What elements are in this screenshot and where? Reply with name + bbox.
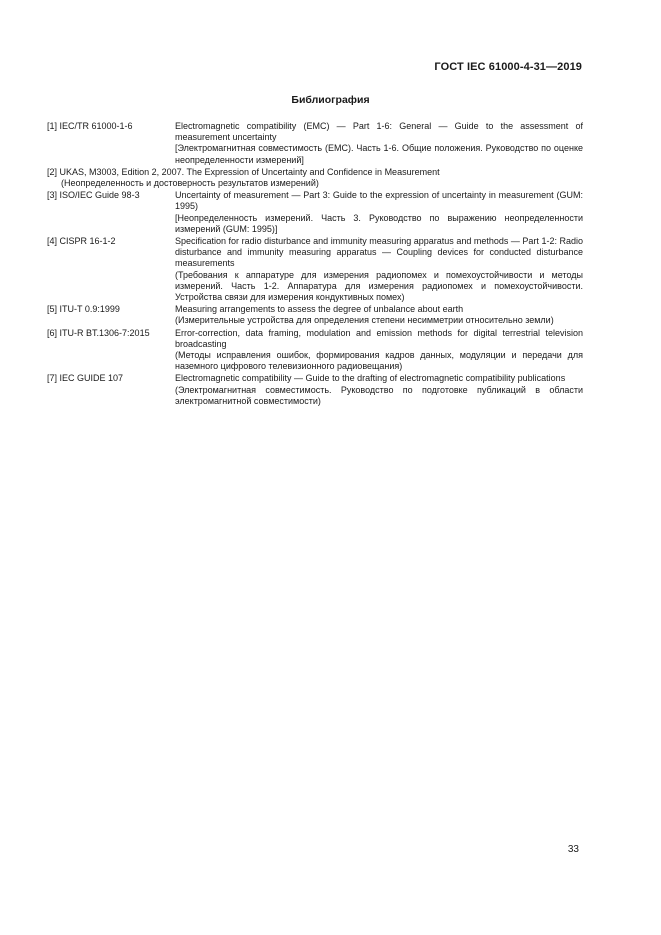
- entry-title-ru: (Электромагнитная совместимость. Руководство по подготовке публикаций в области электромагнитной совместимости): [175, 384, 583, 406]
- entry-body: [175, 121, 583, 166]
- entry-title-ru: (Требования к аппаратуре для измерения радиопомех и помехоустойчивости и методы измерений. Часть 1-2. Аппаратура для измерения радиопомех и помехоустойчивости. Устройства связи для измерения кондуктивных помех): [175, 269, 583, 303]
- entry-body: [175, 304, 583, 326]
- entry-code: CISPR 16-1-2: [59, 236, 116, 247]
- entry-code: ISO/IEC Guide 98-3: [59, 190, 140, 201]
- entry-title-en: Specification for radio disturbance and immunity measuring apparatus and methods — Part 1-2: Radio disturbance and immunity measuring apparatus — Coupling devices for conducted disturbance measurements: [175, 236, 583, 269]
- entry-title-ru: (Методы исправления ошибок, формирования кадров данных, модуляции и передачи для наземного цифрового телевизионного радиовещания): [175, 350, 583, 372]
- entry-title-en: Electromagnetic compatibility (EMC) — Part 1-6: General — Guide to the assessment of measurement uncertainty: [175, 121, 583, 143]
- entry-reference: [47, 373, 175, 407]
- entry-reference: [47, 328, 175, 373]
- bibliography-entry: [47, 236, 583, 303]
- entry-title-ru: (Измерительные устройства для определения степени несимметрии относительно земли): [175, 315, 554, 326]
- bibliography-title: Библиография: [291, 94, 370, 106]
- bibliography-entry: [47, 167, 583, 189]
- entry-title-en: Measuring arrangements to assess the degree of unbalance about earth: [175, 304, 464, 315]
- entry-title-en: Uncertainty of measurement — Part 3: Guide to the expression of uncertainty in measurement (GUM: 1995): [175, 190, 583, 212]
- standard-designation: ГОСТ IEC 61000-4-31—2019: [434, 61, 582, 73]
- entry-code: ITU-R BT.1306-7:2015: [59, 327, 150, 338]
- entry-number: [6]: [47, 327, 58, 338]
- entry-title-ru: [Неопределенность измерений. Часть 3. Руководство по выражению неопределенности измерений (GUM: 1995)]: [175, 212, 583, 234]
- entry-body: [175, 236, 583, 303]
- entry-reference: [47, 167, 583, 178]
- entry-code: ITU-T 0.9:1999: [59, 304, 120, 315]
- entry-number: [1]: [47, 121, 58, 131]
- entry-number: [5]: [47, 304, 58, 315]
- bibliography-entry: [47, 373, 583, 407]
- bibliography-entry: [47, 304, 583, 326]
- entry-body: [175, 328, 583, 373]
- entry-reference: [47, 304, 175, 326]
- entry-number: [2]: [47, 166, 58, 177]
- entry-reference: [47, 236, 175, 303]
- entry-number: [4]: [47, 236, 58, 247]
- entry-reference: [47, 190, 175, 235]
- bibliography-entry: [47, 190, 583, 235]
- entry-body: [175, 373, 583, 407]
- entry-number: [3]: [47, 190, 58, 201]
- entry-code: IEC GUIDE 107: [59, 373, 124, 384]
- page-number: 33: [567, 844, 579, 855]
- bibliography-entry: [47, 121, 583, 166]
- entry-title-ru: (Неопределенность и достоверность результатов измерений): [61, 178, 319, 189]
- entry-code: IEC/TR 61000-1-6: [59, 121, 133, 131]
- entry-title-en: The Expression of Uncertainty and Confidence in Measurement: [186, 166, 440, 177]
- entry-number: [7]: [47, 373, 58, 384]
- bibliography-list: [47, 121, 583, 408]
- entry-title-en: Electromagnetic compatibility — Guide to the drafting of electromagnetic compatibility publications: [175, 373, 566, 384]
- bibliography-entry: [47, 328, 583, 373]
- entry-title-ru: [Электромагнитная совместимость (EMC). Часть 1-6. Общие положения. Руководство по оценке неопределенности измерений]: [175, 143, 583, 165]
- entry-reference: [47, 121, 175, 166]
- entry-title-en: Error-correction, data framing, modulation and emission methods for digital terrestrial television broadcasting: [175, 327, 583, 349]
- entry-code: UKAS, M3003, Edition 2, 2007.: [59, 166, 185, 177]
- entry-body: [175, 190, 583, 235]
